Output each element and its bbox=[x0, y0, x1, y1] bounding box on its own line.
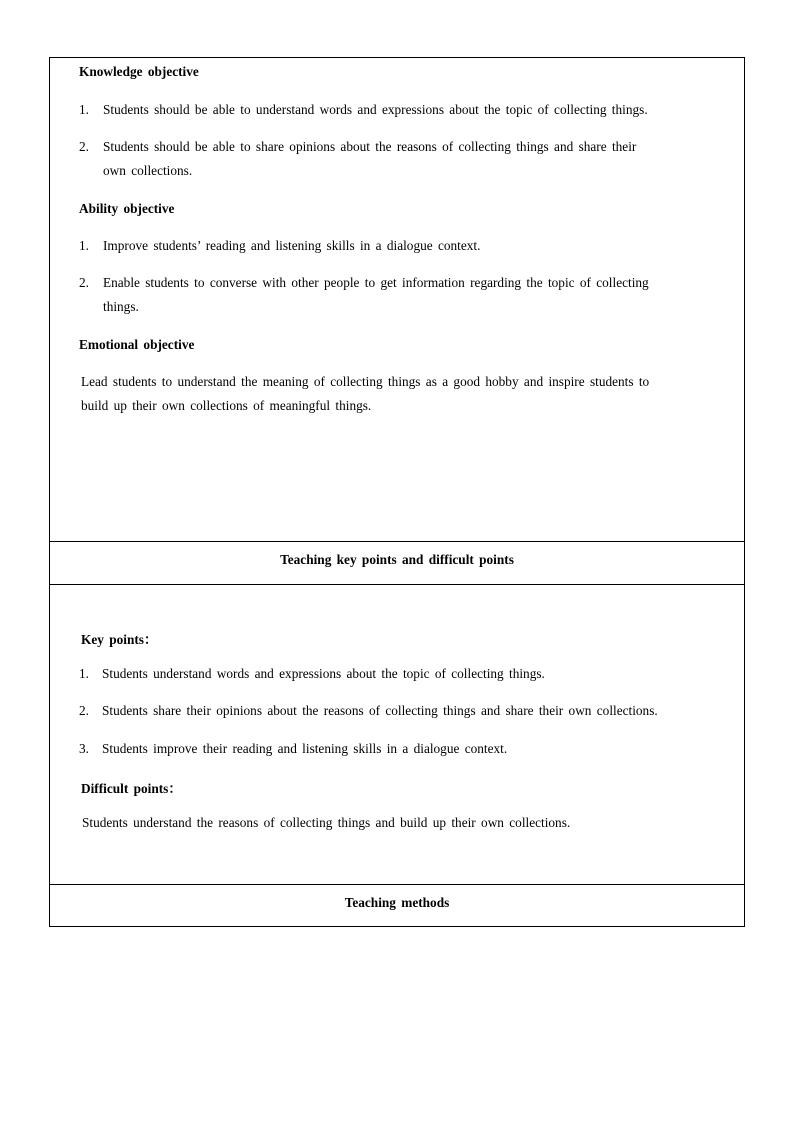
key-point-3-text: Students improve their reading and listening skills in a dialogue context. bbox=[102, 741, 508, 756]
knowledge-objective-heading: Knowledge objective bbox=[79, 64, 199, 79]
key-point-1-number: 1. bbox=[79, 666, 89, 681]
emotional-objective-text-line-1: Lead students to understand the meaning of collecting things as a good hobby and inspire students to bbox=[81, 374, 650, 389]
knowledge-item-2-text: Students should be able to share opinions about the reasons of collecting things and share their bbox=[103, 139, 637, 154]
knowledge-item-1-number: 1. bbox=[79, 102, 89, 117]
row-divider bbox=[50, 584, 744, 585]
ability-item-1-number: 1. bbox=[79, 238, 89, 253]
emotional-objective-heading: Emotional objective bbox=[79, 337, 195, 352]
emotional-objective-text-line-2: build up their own collections of meaningful things. bbox=[81, 398, 372, 413]
ability-item-2-number: 2. bbox=[79, 275, 89, 290]
key-points-section-title: Teaching key points and difficult points bbox=[280, 552, 514, 567]
key-point-1-text: Students understand words and expressions about the topic of collecting things. bbox=[102, 666, 545, 681]
key-point-3-number: 3. bbox=[79, 741, 89, 756]
difficult-points-text: Students understand the reasons of collecting things and build up their own collections. bbox=[82, 815, 571, 830]
row-divider bbox=[50, 884, 744, 885]
ability-objective-heading: Ability objective bbox=[79, 201, 175, 216]
teaching-methods-title: Teaching methods bbox=[344, 895, 450, 910]
lesson-plan-table bbox=[49, 57, 745, 927]
ability-item-2-text: Enable students to converse with other people to get information regarding the topic of collecting bbox=[103, 275, 649, 290]
key-point-2-number: 2. bbox=[79, 703, 89, 718]
ability-item-1-text: Improve students’ reading and listening skills in a dialogue context. bbox=[103, 238, 481, 253]
key-point-2-text: Students share their opinions about the reasons of collecting things and share their own collections. bbox=[102, 703, 658, 718]
knowledge-item-1-text: Students should be able to understand words and expressions about the topic of collecting things. bbox=[103, 102, 648, 117]
knowledge-item-2-number: 2. bbox=[79, 139, 89, 154]
key-points-heading: Key points： bbox=[81, 632, 158, 647]
knowledge-item-2-text-cont: own collections. bbox=[103, 163, 193, 178]
row-divider bbox=[50, 541, 744, 542]
difficult-points-heading: Difficult points： bbox=[81, 781, 182, 796]
ability-item-2-text-cont: things. bbox=[103, 299, 139, 314]
